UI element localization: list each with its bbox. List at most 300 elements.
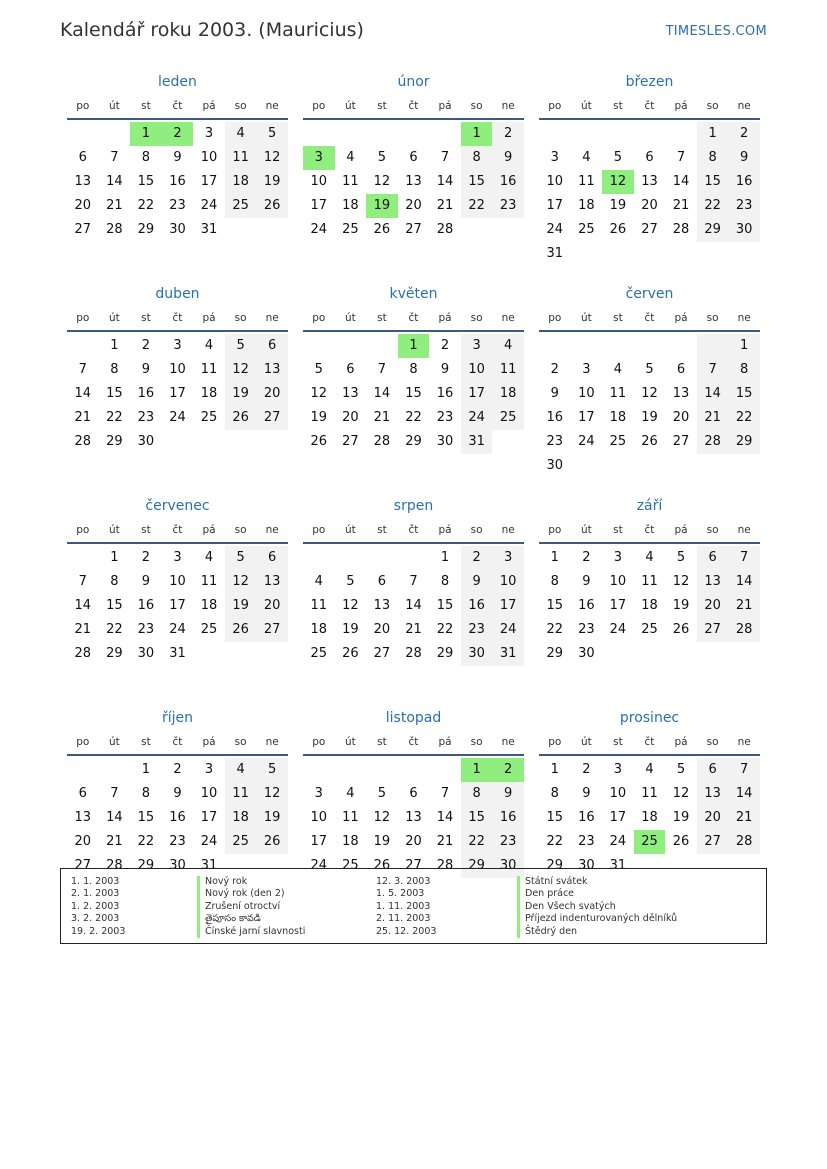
day-cell: 29 — [137, 222, 155, 237]
day-cell: 21 — [672, 198, 690, 213]
day-cell: 9 — [550, 386, 559, 401]
day-cell: 8 — [141, 150, 151, 165]
day-cell: 27 — [256, 618, 288, 642]
day-cell: 10 — [609, 574, 627, 589]
day-cell: 6 — [645, 150, 654, 165]
weekday-label: po — [76, 736, 90, 748]
day-cell: 7 — [440, 786, 450, 801]
day-cell: 17 — [609, 810, 627, 825]
day-cell: 29 — [436, 646, 454, 661]
day-cell: 6 — [409, 150, 418, 165]
empty-cell — [665, 122, 697, 146]
day-cell: 26 — [225, 618, 257, 642]
weekday-label: ne — [501, 312, 515, 324]
day-cell: 13 — [697, 570, 729, 594]
day-cell: 11 — [578, 174, 595, 189]
day-cell: 15 — [546, 810, 564, 825]
day-cell: 9 — [440, 362, 450, 377]
weekday-label: pá — [202, 312, 216, 324]
day-cell: 17 — [492, 594, 524, 618]
weekday-label: ne — [265, 100, 279, 112]
empty-cell — [67, 546, 99, 570]
day-cell: 7 — [728, 546, 760, 570]
day-cell: 21 — [106, 834, 123, 849]
weekday-label: út — [344, 524, 356, 536]
weekday-label: st — [613, 736, 623, 748]
day-cell: 4 — [645, 550, 654, 565]
month-name: říjen — [161, 710, 194, 726]
day-cell: 19 — [310, 410, 328, 425]
weekday-label: so — [470, 312, 483, 324]
day-cell: 30 — [169, 858, 186, 873]
day-cell: 1 — [110, 338, 119, 353]
day-cell: 28 — [697, 430, 729, 454]
month-5 — [539, 282, 760, 494]
day-cell: 10 — [200, 150, 218, 165]
weekday-label: čt — [644, 524, 655, 536]
day-cell: 24 — [609, 834, 627, 849]
day-cell: 11 — [641, 786, 658, 801]
empty-cell — [366, 334, 398, 358]
weekday-label: út — [344, 100, 356, 112]
weekday-label: pá — [674, 736, 688, 748]
day-cell: 6 — [697, 758, 729, 782]
day-cell: 21 — [405, 622, 422, 637]
day-cell: 8 — [141, 786, 151, 801]
day-cell: 24 — [492, 618, 524, 642]
day-cell: 16 — [492, 806, 524, 830]
day-cell: 29 — [137, 858, 155, 873]
day-cell: 3 — [582, 362, 591, 377]
day-cell: 25 — [225, 194, 257, 218]
weekday-label: čt — [172, 100, 183, 112]
day-cell: 31 — [169, 646, 186, 661]
day-cell: 17 — [461, 382, 493, 406]
day-cell: 24 — [546, 222, 564, 237]
day-cell: 1 — [141, 762, 151, 777]
weekday-label: so — [470, 736, 483, 748]
legend-date: 3. 2. 2003 — [71, 913, 120, 925]
day-cell-holiday: 2 — [492, 758, 524, 782]
day-cell: 26 — [609, 222, 627, 237]
day-cell: 25 — [641, 622, 658, 637]
weekday-label: po — [548, 736, 562, 748]
day-cell-holiday: 1 — [130, 122, 162, 146]
day-cell: 8 — [110, 574, 119, 589]
month-4 — [303, 282, 524, 494]
day-cell: 25 — [492, 406, 524, 430]
day-cell: 12 — [672, 574, 690, 589]
empty-cell — [634, 122, 666, 146]
day-cell: 6 — [697, 546, 729, 570]
day-cell: 4 — [492, 334, 524, 358]
day-cell: 20 — [405, 198, 422, 213]
day-cell: 13 — [256, 570, 288, 594]
day-cell: 11 — [342, 810, 359, 825]
weekday-header — [539, 94, 760, 120]
day-cell: 22 — [436, 622, 454, 637]
day-cell: 10 — [461, 358, 493, 382]
month-name: březen — [625, 74, 674, 90]
day-cell: 24 — [169, 622, 186, 637]
day-cell: 21 — [74, 410, 92, 425]
day-cell: 15 — [697, 170, 729, 194]
day-cell: 29 — [106, 434, 123, 449]
day-cell: 30 — [546, 458, 564, 473]
day-cell: 30 — [169, 222, 186, 237]
day-cell: 16 — [169, 174, 186, 189]
day-cell: 1 — [728, 334, 760, 358]
day-cell: 8 — [440, 574, 450, 589]
day-cell: 27 — [74, 858, 92, 873]
day-cell: 15 — [106, 386, 123, 401]
day-cell: 25 — [342, 858, 359, 873]
empty-cell — [697, 334, 729, 358]
day-cell: 7 — [110, 786, 119, 801]
calendar-grid — [67, 70, 760, 918]
day-cell: 12 — [225, 358, 257, 382]
day-cell: 1 — [440, 550, 450, 565]
day-cell: 13 — [342, 386, 359, 401]
day-cell: 20 — [256, 594, 288, 618]
day-cell: 5 — [645, 362, 654, 377]
day-cell: 10 — [609, 786, 627, 801]
legend-name: Nový rok — [197, 876, 305, 888]
empty-cell — [398, 758, 430, 782]
day-cell: 21 — [728, 806, 760, 830]
day-cell: 8 — [728, 358, 760, 382]
day-cell: 31 — [609, 858, 627, 873]
empty-cell — [67, 122, 99, 146]
day-cell: 3 — [613, 550, 623, 565]
day-cell-holiday: 2 — [162, 122, 194, 146]
day-cell: 20 — [74, 198, 92, 213]
day-cell: 22 — [106, 410, 123, 425]
month-1 — [303, 70, 524, 282]
day-cell: 14 — [373, 386, 391, 401]
day-cell: 9 — [492, 146, 524, 170]
day-cell: 24 — [461, 406, 493, 430]
day-cell: 8 — [550, 574, 559, 589]
day-cell: 28 — [106, 222, 123, 237]
day-cell: 14 — [697, 382, 729, 406]
day-cell: 6 — [256, 334, 288, 358]
day-cell: 31 — [546, 246, 564, 261]
day-grid — [67, 546, 288, 666]
day-cell: 4 — [225, 758, 257, 782]
day-cell: 29 — [405, 434, 422, 449]
empty-cell — [539, 122, 571, 146]
day-cell: 17 — [310, 834, 328, 849]
day-cell: 28 — [672, 222, 690, 237]
day-cell: 27 — [256, 406, 288, 430]
day-cell: 16 — [578, 598, 595, 613]
weekday-label: út — [108, 736, 120, 748]
day-cell: 28 — [728, 618, 760, 642]
day-cell: 27 — [405, 222, 422, 237]
day-cell: 2 — [582, 550, 591, 565]
weekday-label: pá — [202, 524, 216, 536]
day-cell: 20 — [256, 382, 288, 406]
empty-cell — [303, 122, 335, 146]
legend-date: 1. 1. 2003 — [71, 876, 120, 887]
weekday-label: pá — [438, 736, 452, 748]
day-cell: 22 — [461, 830, 493, 854]
weekday-label: so — [706, 100, 719, 112]
month-name: leden — [158, 74, 197, 90]
day-cell: 20 — [697, 806, 729, 830]
day-cell: 30 — [492, 854, 524, 878]
weekday-label: út — [344, 736, 356, 748]
day-cell: 18 — [609, 410, 627, 425]
day-cell: 11 — [200, 574, 218, 589]
day-grid — [539, 334, 760, 478]
weekday-label: út — [108, 100, 120, 112]
day-cell: 3 — [550, 150, 559, 165]
day-cell: 19 — [225, 594, 257, 618]
day-cell: 12 — [641, 386, 658, 401]
legend-date: 1. 5. 2003 — [376, 888, 425, 900]
day-cell: 20 — [672, 410, 690, 425]
month-7 — [303, 494, 524, 706]
day-cell: 18 — [200, 598, 218, 613]
day-cell: 3 — [204, 762, 214, 777]
day-cell: 8 — [697, 146, 729, 170]
weekday-header — [303, 518, 524, 544]
weekday-label: st — [613, 100, 623, 112]
day-cell: 20 — [74, 834, 92, 849]
weekday-header — [539, 730, 760, 756]
day-grid — [67, 122, 288, 242]
empty-cell — [571, 122, 603, 146]
empty-cell — [335, 546, 367, 570]
day-cell: 15 — [461, 170, 493, 194]
day-cell: 9 — [173, 786, 182, 801]
day-cell: 19 — [373, 834, 391, 849]
day-cell: 14 — [74, 598, 92, 613]
day-cell-holiday: 1 — [461, 122, 493, 146]
weekday-label: st — [377, 100, 387, 112]
day-cell: 13 — [405, 810, 422, 825]
weekday-label: út — [580, 100, 592, 112]
legend-name: Zrušení otroctví — [197, 901, 305, 913]
day-cell: 19 — [225, 382, 257, 406]
day-cell: 17 — [169, 386, 186, 401]
day-cell: 26 — [373, 858, 391, 873]
empty-cell — [303, 758, 335, 782]
day-cell: 26 — [256, 194, 288, 218]
weekday-label: so — [706, 312, 719, 324]
weekday-label: čt — [644, 736, 655, 748]
weekday-header — [539, 306, 760, 332]
day-cell: 22 — [546, 834, 564, 849]
day-cell: 14 — [405, 598, 422, 613]
legend-name: Nový rok (den 2) — [197, 888, 305, 900]
day-cell: 30 — [137, 646, 155, 661]
empty-cell — [366, 546, 398, 570]
weekday-label: čt — [172, 312, 183, 324]
day-cell: 10 — [546, 174, 564, 189]
day-cell: 26 — [225, 406, 257, 430]
weekday-label: po — [76, 312, 90, 324]
day-cell: 8 — [461, 782, 493, 806]
day-cell: 13 — [641, 174, 658, 189]
day-cell: 11 — [225, 146, 257, 170]
day-cell: 3 — [492, 546, 524, 570]
day-cell: 1 — [697, 122, 729, 146]
day-cell: 20 — [405, 834, 422, 849]
day-cell: 16 — [728, 170, 760, 194]
day-cell: 12 — [256, 782, 288, 806]
day-cell: 9 — [173, 150, 182, 165]
day-cell: 27 — [373, 646, 391, 661]
legend-name: తైపూసం కావడి — [197, 913, 305, 925]
day-cell: 18 — [578, 198, 595, 213]
day-cell: 15 — [106, 598, 123, 613]
day-cell: 14 — [728, 570, 760, 594]
day-cell: 24 — [578, 434, 595, 449]
legend-name: Čínské jarní slavnosti — [197, 926, 305, 938]
weekday-label: čt — [644, 312, 655, 324]
day-cell: 30 — [578, 646, 595, 661]
day-cell: 2 — [461, 546, 493, 570]
day-cell: 16 — [436, 386, 454, 401]
day-cell: 1 — [110, 550, 119, 565]
day-cell: 9 — [728, 146, 760, 170]
day-cell: 25 — [200, 410, 218, 425]
day-cell: 9 — [461, 570, 493, 594]
day-cell: 22 — [461, 194, 493, 218]
weekday-label: so — [234, 524, 247, 536]
day-cell: 30 — [578, 858, 595, 873]
day-cell: 4 — [314, 574, 323, 589]
day-cell: 25 — [342, 222, 359, 237]
month-name: únor — [397, 74, 430, 90]
day-cell: 4 — [582, 150, 591, 165]
day-cell: 9 — [582, 574, 591, 589]
day-cell: 17 — [200, 174, 218, 189]
day-cell: 15 — [405, 386, 422, 401]
day-cell: 14 — [436, 810, 454, 825]
day-cell: 18 — [225, 806, 257, 830]
day-cell: 4 — [613, 362, 623, 377]
day-cell: 29 — [546, 646, 564, 661]
weekday-label: st — [377, 736, 387, 748]
day-cell: 18 — [641, 598, 658, 613]
day-cell: 11 — [225, 782, 257, 806]
day-cell: 23 — [169, 834, 186, 849]
day-cell: 3 — [461, 334, 493, 358]
day-cell: 4 — [225, 122, 257, 146]
weekday-label: ne — [501, 736, 515, 748]
day-cell: 8 — [409, 362, 418, 377]
weekday-header — [303, 730, 524, 756]
day-cell: 19 — [609, 198, 627, 213]
weekday-label: čt — [172, 736, 183, 748]
day-cell: 24 — [310, 858, 328, 873]
day-cell: 14 — [728, 782, 760, 806]
empty-cell — [665, 334, 697, 358]
weekday-label: po — [312, 100, 326, 112]
empty-cell — [366, 758, 398, 782]
weekday-label: so — [470, 100, 483, 112]
day-cell: 21 — [74, 622, 92, 637]
day-cell: 13 — [256, 358, 288, 382]
day-cell: 25 — [200, 622, 218, 637]
day-cell: 21 — [106, 198, 123, 213]
day-cell: 18 — [310, 622, 328, 637]
day-cell: 10 — [492, 570, 524, 594]
weekday-label: po — [76, 524, 90, 536]
day-cell: 19 — [256, 806, 288, 830]
legend-right-dates — [376, 876, 436, 938]
weekday-label: pá — [438, 312, 452, 324]
brand-link[interactable]: TIMESLES.COM — [665, 24, 767, 39]
day-cell-holiday: 1 — [398, 334, 430, 358]
day-cell: 24 — [609, 622, 627, 637]
day-cell: 27 — [697, 618, 729, 642]
day-cell: 27 — [641, 222, 658, 237]
empty-cell — [571, 334, 603, 358]
day-cell: 1 — [550, 762, 559, 777]
day-cell: 28 — [74, 434, 92, 449]
day-cell: 5 — [256, 758, 288, 782]
weekday-header — [67, 730, 288, 756]
weekday-label: ne — [501, 524, 515, 536]
day-cell: 26 — [310, 434, 328, 449]
day-cell: 28 — [373, 434, 391, 449]
weekday-label: so — [706, 524, 719, 536]
day-cell: 5 — [225, 334, 257, 358]
day-cell: 26 — [373, 222, 391, 237]
day-cell: 21 — [697, 406, 729, 430]
day-cell: 6 — [78, 150, 87, 165]
day-cell: 19 — [672, 810, 690, 825]
day-grid — [67, 758, 288, 878]
day-cell: 9 — [492, 782, 524, 806]
day-cell: 17 — [200, 810, 218, 825]
day-cell: 8 — [461, 146, 493, 170]
weekday-label: út — [580, 312, 592, 324]
day-cell: 24 — [200, 834, 218, 849]
day-cell: 13 — [74, 174, 92, 189]
weekday-label: st — [141, 524, 151, 536]
day-cell: 23 — [578, 834, 595, 849]
legend-date: 25. 12. 2003 — [376, 925, 437, 937]
day-cell: 6 — [256, 546, 288, 570]
day-cell: 15 — [461, 806, 493, 830]
day-cell: 16 — [546, 410, 564, 425]
day-cell: 11 — [342, 174, 359, 189]
day-cell: 28 — [436, 222, 454, 237]
day-cell: 12 — [256, 146, 288, 170]
day-cell: 12 — [373, 174, 391, 189]
legend-date: 1. 2. 2003 — [71, 900, 120, 912]
day-cell: 29 — [461, 854, 493, 878]
weekday-label: pá — [202, 736, 216, 748]
month-name: červenec — [145, 498, 210, 514]
day-cell: 23 — [461, 618, 493, 642]
weekday-label: po — [548, 312, 562, 324]
day-cell: 5 — [613, 150, 623, 165]
month-0 — [67, 70, 288, 282]
day-cell: 2 — [550, 362, 559, 377]
day-cell: 17 — [578, 410, 595, 425]
month-name: prosinec — [619, 710, 680, 726]
weekday-label: ne — [265, 524, 279, 536]
weekday-label: pá — [674, 100, 688, 112]
day-cell: 2 — [728, 122, 760, 146]
